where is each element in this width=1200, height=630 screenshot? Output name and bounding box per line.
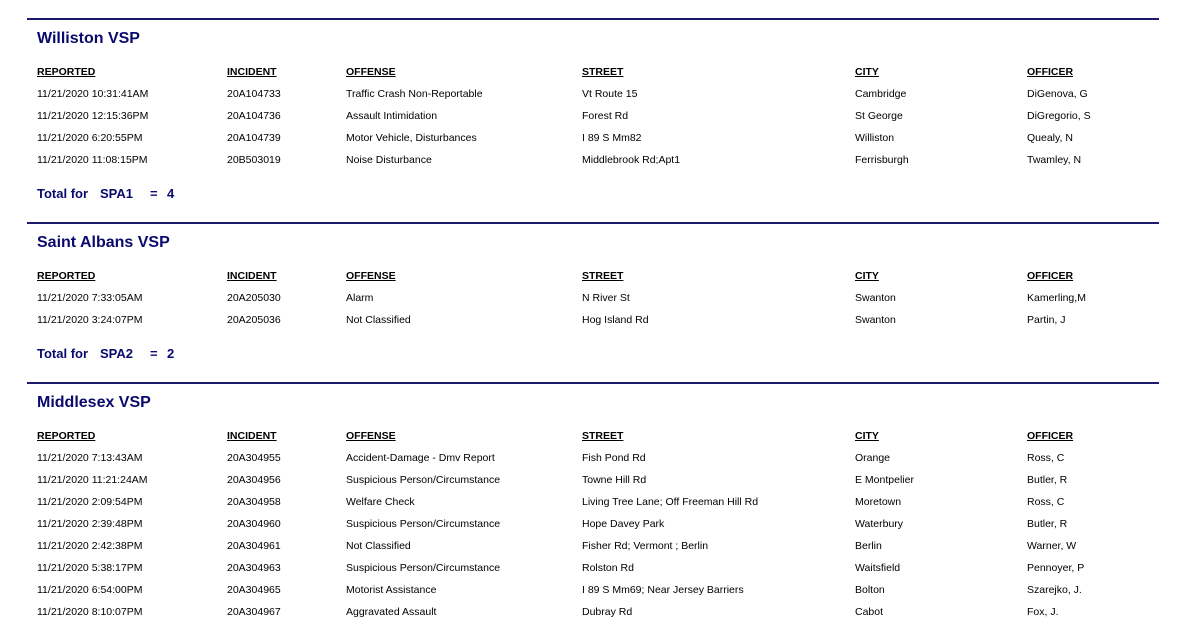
table-cell-officer: Pennoyer, P (1027, 562, 1085, 574)
table-cell-offense: Suspicious Person/Circumstance (346, 518, 501, 530)
table-cell-street: Forest Rd (582, 110, 629, 122)
table-cell-reported: 11/21/2020 12:15:36PM (37, 110, 149, 122)
table-cell-city: Cambridge (855, 88, 907, 100)
table-cell-offense: Not Classified (346, 314, 411, 326)
section-divider (27, 222, 1159, 224)
table-cell-incident: 20A304958 (227, 496, 281, 508)
table-cell-incident: 20A304956 (227, 474, 281, 486)
table-cell-city: Swanton (855, 314, 896, 326)
table-cell-offense: Assault Intimidation (346, 110, 438, 122)
total-count: 2 (167, 346, 175, 361)
column-header-city: CITY (855, 66, 879, 78)
table-cell-reported: 11/21/2020 3:24:07PM (37, 314, 143, 326)
table-cell-reported: 11/21/2020 7:33:05AM (37, 292, 143, 304)
table-cell-incident: 20A304967 (227, 606, 281, 618)
report-section (0, 382, 1200, 618)
table-cell-city: Berlin (855, 540, 882, 552)
table-cell-offense: Noise Disturbance (346, 154, 432, 166)
table-cell-officer: Ross, C (1027, 452, 1065, 464)
table-cell-street: Towne Hill Rd (582, 474, 647, 486)
table-cell-city: Ferrisburgh (855, 154, 909, 166)
table-cell-city: Cabot (855, 606, 884, 618)
table-cell-street: I 89 S Mm69; Near Jersey Barriers (582, 584, 744, 596)
section-title: Saint Albans VSP (37, 234, 170, 251)
table-cell-reported: 11/21/2020 10:31:41AM (37, 88, 149, 100)
table-cell-city: Swanton (855, 292, 896, 304)
table-cell-incident: 20A304963 (227, 562, 281, 574)
table-cell-officer: Fox, J. (1027, 606, 1059, 618)
table-cell-city: Waterbury (855, 518, 904, 530)
table-cell-incident: 20A304960 (227, 518, 281, 530)
table-cell-reported: 11/21/2020 11:21:24AM (37, 474, 148, 486)
column-header-incident: INCIDENT (227, 270, 277, 282)
total-equals: = (150, 186, 158, 201)
table-cell-reported: 11/21/2020 6:20:55PM (37, 132, 143, 144)
table-cell-city: Waitsfield (855, 562, 901, 574)
table-cell-city: St George (855, 110, 903, 122)
total-label: Total for (37, 186, 89, 201)
table-cell-street: Dubray Rd (582, 606, 633, 618)
table-cell-street: I 89 S Mm82 (582, 132, 642, 144)
table-cell-offense: Welfare Check (346, 496, 415, 508)
table-cell-offense: Motorist Assistance (346, 584, 437, 596)
table-cell-offense: Motor Vehicle, Disturbances (346, 132, 477, 144)
table-cell-officer: Ross, C (1027, 496, 1065, 508)
table-cell-officer: Twamley, N (1027, 154, 1082, 166)
table-cell-incident: 20B503019 (227, 154, 281, 166)
table-cell-street: Fisher Rd; Vermont ; Berlin (582, 540, 709, 552)
table-cell-reported: 11/21/2020 11:08:15PM (37, 154, 148, 166)
column-header-offense: OFFENSE (346, 66, 396, 78)
table-cell-street: Hope Davey Park (582, 518, 665, 530)
table-cell-city: Bolton (855, 584, 885, 596)
table-cell-offense: Suspicious Person/Circumstance (346, 562, 501, 574)
table-cell-incident: 20A304965 (227, 584, 281, 596)
report-section (0, 18, 1200, 201)
table-cell-offense: Accident-Damage - Dmv Report (346, 452, 495, 464)
table-cell-incident: 20A304955 (227, 452, 281, 464)
column-header-reported: REPORTED (37, 430, 96, 442)
table-cell-officer: Szarejko, J. (1027, 584, 1082, 596)
table-cell-officer: DiGregorio, S (1027, 110, 1091, 122)
table-cell-reported: 11/21/2020 8:10:07PM (37, 606, 143, 618)
section-divider (27, 18, 1159, 20)
table-cell-city: Orange (855, 452, 891, 464)
report-section (0, 222, 1200, 361)
table-cell-city: Moretown (855, 496, 902, 508)
table-cell-officer: Butler, R (1027, 474, 1068, 486)
column-header-offense: OFFENSE (346, 270, 396, 282)
table-cell-offense: Suspicious Person/Circumstance (346, 474, 501, 486)
table-cell-street: Middlebrook Rd;Apt1 (582, 154, 681, 166)
table-cell-officer: Butler, R (1027, 518, 1068, 530)
column-header-city: CITY (855, 270, 879, 282)
table-cell-city: Williston (855, 132, 895, 144)
table-cell-reported: 11/21/2020 2:39:48PM (37, 518, 143, 530)
table-cell-reported: 11/21/2020 6:54:00PM (37, 584, 143, 596)
section-title: Williston VSP (37, 30, 140, 47)
section-title: Middlesex VSP (37, 394, 151, 411)
column-header-officer: OFFICER (1027, 270, 1074, 282)
column-header-street: STREET (582, 270, 624, 282)
table-cell-officer: Partin, J (1027, 314, 1066, 326)
column-header-incident: INCIDENT (227, 430, 277, 442)
section-divider (27, 382, 1159, 384)
table-cell-offense: Aggravated Assault (346, 606, 437, 618)
table-cell-incident: 20A205030 (227, 292, 281, 304)
total-code: SPA1 (100, 186, 133, 201)
table-cell-street: Rolston Rd (582, 562, 634, 574)
column-header-officer: OFFICER (1027, 430, 1074, 442)
table-cell-street: N River St (582, 292, 630, 304)
column-header-street: STREET (582, 430, 624, 442)
table-cell-incident: 20A304961 (227, 540, 281, 552)
table-cell-offense: Not Classified (346, 540, 411, 552)
table-cell-street: Living Tree Lane; Off Freeman Hill Rd (582, 496, 759, 508)
column-header-reported: REPORTED (37, 270, 96, 282)
total-code: SPA2 (100, 346, 133, 361)
column-header-city: CITY (855, 430, 879, 442)
column-header-offense: OFFENSE (346, 430, 396, 442)
table-cell-incident: 20A104739 (227, 132, 281, 144)
total-count: 4 (167, 186, 175, 201)
total-label: Total for (37, 346, 89, 361)
table-cell-street: Hog Island Rd (582, 314, 649, 326)
column-header-incident: INCIDENT (227, 66, 277, 78)
table-cell-street: Fish Pond Rd (582, 452, 646, 464)
table-cell-officer: DiGenova, G (1027, 88, 1088, 100)
table-cell-officer: Quealy, N (1027, 132, 1073, 144)
table-cell-street: Vt Route 15 (582, 88, 638, 100)
table-cell-reported: 11/21/2020 2:09:54PM (37, 496, 143, 508)
table-cell-incident: 20A104736 (227, 110, 281, 122)
column-header-officer: OFFICER (1027, 66, 1074, 78)
column-header-reported: REPORTED (37, 66, 96, 78)
table-cell-city: E Montpelier (855, 474, 914, 486)
table-cell-reported: 11/21/2020 2:42:38PM (37, 540, 143, 552)
table-cell-incident: 20A104733 (227, 88, 281, 100)
column-header-street: STREET (582, 66, 624, 78)
table-cell-offense: Alarm (346, 292, 374, 304)
table-cell-officer: Kamerling,M (1027, 292, 1086, 304)
total-equals: = (150, 346, 158, 361)
table-cell-incident: 20A205036 (227, 314, 281, 326)
table-cell-reported: 11/21/2020 5:38:17PM (37, 562, 143, 574)
table-cell-offense: Traffic Crash Non-Reportable (346, 88, 483, 100)
table-cell-officer: Warner, W (1027, 540, 1077, 552)
table-cell-reported: 11/21/2020 7:13:43AM (37, 452, 143, 464)
